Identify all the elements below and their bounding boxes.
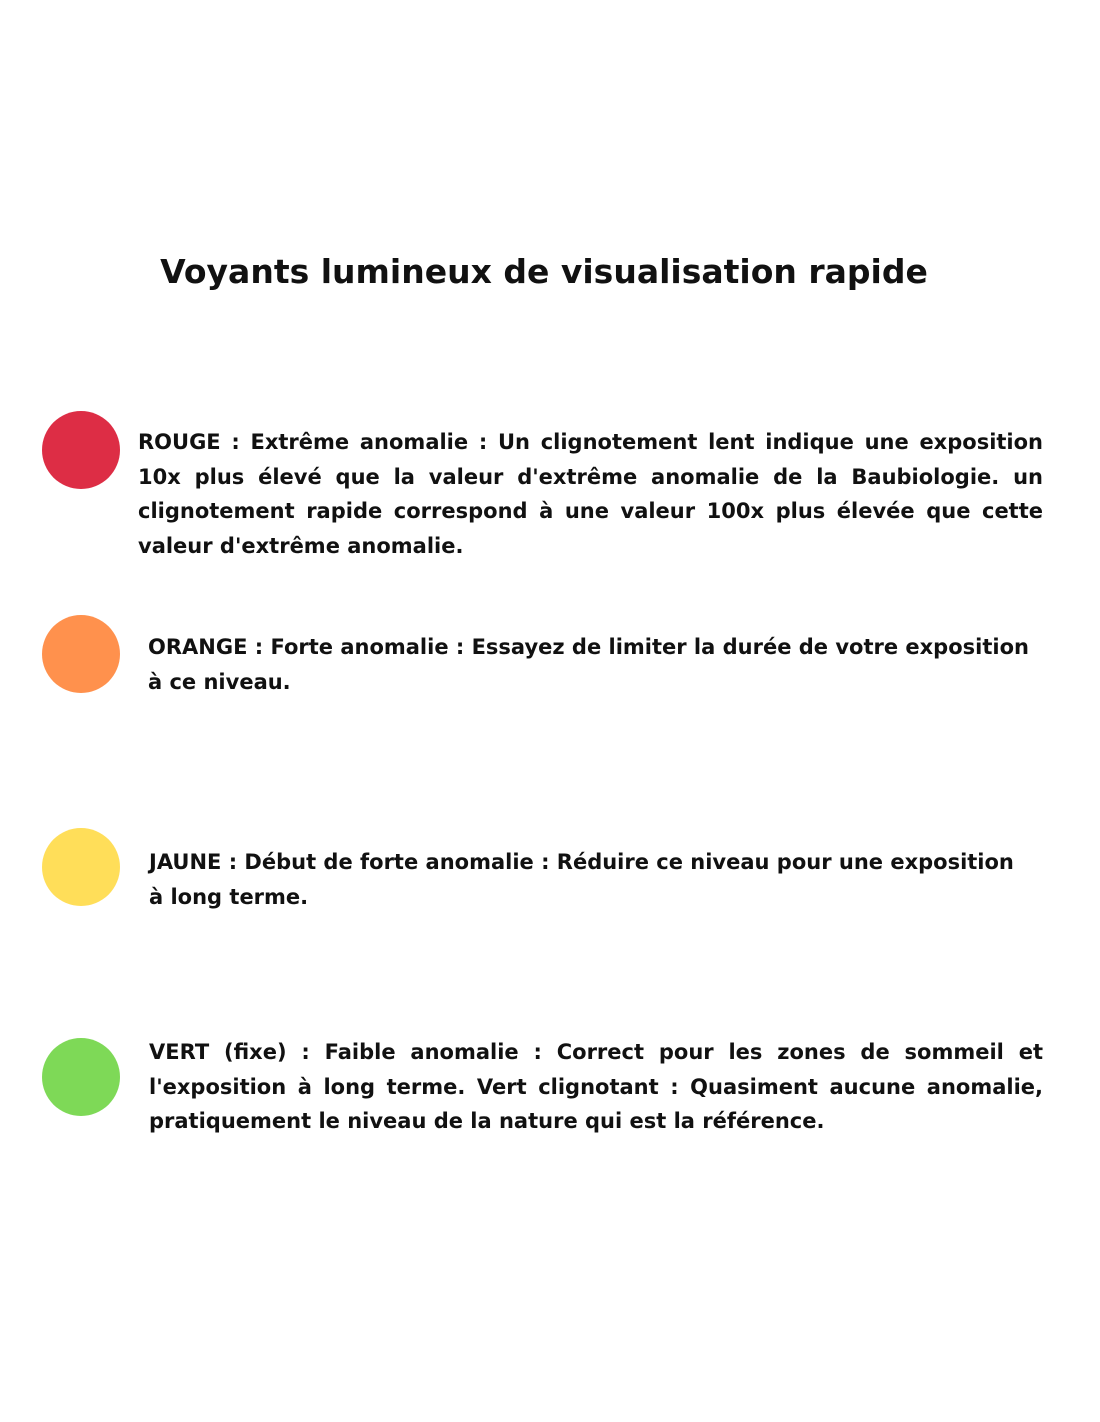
orange-level-description: ORANGE : Forte anomalie : Essayez de limiter la durée de votre exposition à ce niveau. — [148, 635, 1029, 694]
page-title-text: Voyants lumineux de visualisation rapide — [160, 252, 928, 291]
yellow-indicator-dot-icon — [42, 828, 120, 906]
green-level-description: VERT (fixe) : Faible anomalie : Correct pour les zones de sommeil et l'exposition à long terme. Vert clignotant : Quasiment aucune anomalie, pratiquement le niveau de la nature qui est la référence. — [149, 1040, 1043, 1133]
yellow-level-description: JAUNE : Début de forte anomalie : Réduire ce niveau pour une exposition à long terme. — [149, 850, 1014, 909]
orange-indicator-dot-icon — [42, 615, 120, 693]
page-title — [0, 252, 1100, 291]
green-indicator-dot-icon — [42, 1038, 120, 1116]
red-indicator-dot-icon — [42, 411, 120, 489]
red-level-description: ROUGE : Extrême anomalie : Un clignotement lent indique une exposition 10x plus élevé que la valeur d'extrême anomalie de la Baubiologie. un clignotement rapide correspond à une valeur 100x plus élevée que cette valeur d'extrême anomalie. — [138, 430, 1043, 558]
